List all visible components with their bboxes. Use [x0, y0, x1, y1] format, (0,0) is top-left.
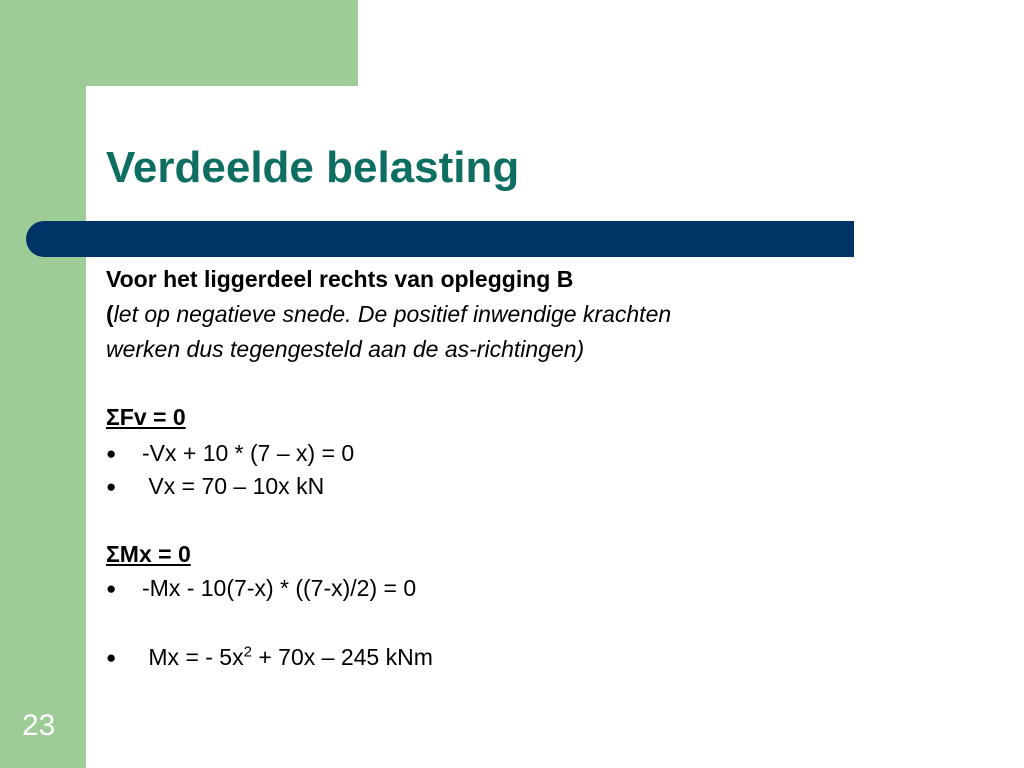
sum-fv-heading: ΣFv = 0 [106, 404, 186, 430]
list-item [106, 643, 433, 672]
fv-equation-2: Vx = 70 – 10x kN [142, 473, 325, 499]
fv-equation-1: -Vx + 10 * (7 – x) = 0 [142, 440, 355, 466]
green-corner-band [0, 0, 358, 86]
mx-result-exponent: 2 [243, 643, 252, 661]
list-item [106, 574, 416, 603]
bullet-icon: ● [106, 579, 117, 598]
note-line-2: werken dus tegengesteld aan de as-richtingen) [106, 336, 585, 362]
page-number: 23 [22, 709, 56, 742]
list-item [106, 439, 354, 468]
mx-equation-1: -Mx - 10(7-x) * ((7-x)/2) = 0 [142, 575, 417, 601]
sum-mx-heading: ΣMx = 0 [106, 541, 191, 567]
subtitle: Voor het liggerdeel rechts van oplegging B [106, 266, 574, 292]
mx-result-post: + 70x – 245 kNm [251, 644, 433, 670]
bullet-icon: ● [106, 444, 117, 463]
bullet-icon: ● [106, 477, 117, 496]
mx-result-pre: Mx = - 5x [142, 644, 244, 670]
bullet-icon: ● [106, 648, 117, 667]
note-open-paren: ( [106, 301, 114, 327]
title-underline-bar [26, 221, 854, 257]
slide-title: Verdeelde belasting [106, 143, 520, 192]
note-line-1 [106, 300, 671, 328]
list-item [106, 472, 324, 501]
note-text-1: let op negatieve snede. De positief inwendige krachten [113, 301, 672, 327]
green-sidebar [0, 0, 86, 768]
